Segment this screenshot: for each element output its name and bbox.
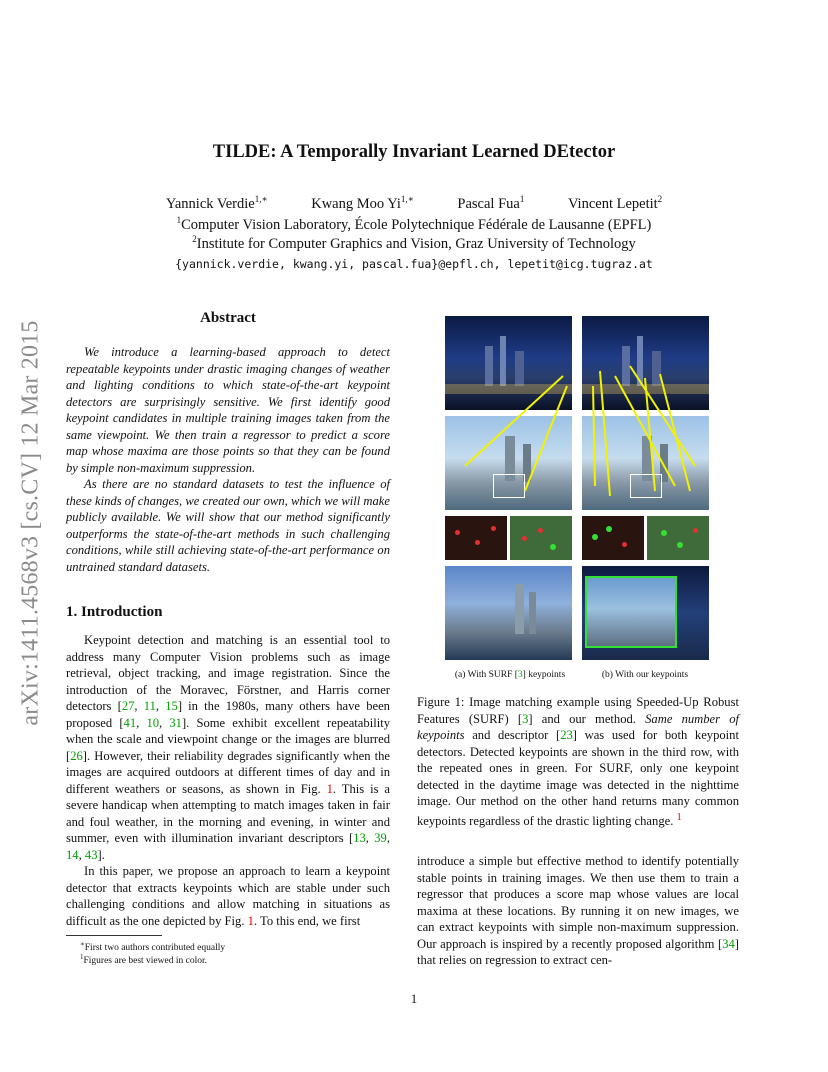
footnote-link[interactable]: 1	[676, 811, 682, 823]
citation-link[interactable]: 27	[121, 699, 135, 713]
citation-link[interactable]: 41	[123, 715, 137, 730]
citation-link[interactable]: 14	[66, 847, 79, 862]
author-1: Yannick Verdie$^{1,∗}$	[165, 194, 268, 212]
intro-paragraph-2: In this paper, we propose an approach to learn a keypoint detector that extracts keypoints which are stable under such challenging conditions and allow matching in situations as difficult as the one depicted by Fig. 1. To this end, we first	[66, 864, 390, 928]
keypoint-crop-night-b	[582, 516, 644, 560]
affiliation-1: $^1$Computer Vision Laboratory, École Polytechnique Fédérale de Lausanne (EPFL)	[176, 215, 652, 233]
author-2: Kwang Moo $Yi^{1,∗}$	[311, 194, 414, 212]
keypoint-crop-day-b	[647, 516, 709, 560]
citation-link[interactable]: 3	[517, 670, 523, 680]
citation-link[interactable]: 11	[143, 699, 156, 713]
footnote-2: $^1$Figures are best viewed in color.	[80, 953, 207, 967]
subfigure-b-caption: (b) With our keypoints	[601, 670, 689, 680]
abstract-paragraph-1: We introduce a learning-based approach to detect repeatable keypoints under drastic imaging changes of weather and lighting conditions to which state-of-the-art keypoint detectors are surprisingly sensitive. We first identify good keypoint candidates in multiple training images taken from the same viewpoint. We then train a regressor to predict a score map whose maxima are those points so that they can be found by simple non-maximum suppression.	[66, 345, 390, 475]
abstract-body	[66, 344, 390, 575]
citation-link[interactable]: 34	[722, 936, 735, 951]
intro-body	[66, 632, 390, 929]
keypoint-crop-day-a	[510, 516, 572, 560]
keypoint-crop-night-a	[445, 516, 507, 560]
figure-link[interactable]: 1	[247, 913, 254, 928]
arxiv-id: arXiv:1411.4568v3 [cs.CV] 12 Mar 2015	[17, 320, 44, 726]
abstract-heading: Abstract	[200, 310, 256, 326]
citation-link[interactable]: 10	[146, 715, 160, 730]
footnote-rule	[66, 935, 162, 936]
citation-link[interactable]: 43	[84, 847, 98, 862]
panorama-photo-a	[445, 566, 572, 660]
abstract-paragraph-2: As there are no standard datasets to test the influence of these kinds of changes, we created our own, which we will make publicly available. We will show that our method significantly outperforms the state-of-the-art methods in such challenging conditions, while still achieving state-of-the-art performance on untrained standard datasets.	[66, 477, 390, 574]
right-column-text: introduce a simple but effective method to identify potentially stable points in training images. We then use them to train a regressor that produces a score map whose values are local maxima at these locations. By running it on new images, we can extract keypoints with simple non-maximum suppression. Our approach is inspired by a recently proposed algorithm [34] that relies on regression to extract cen-	[417, 854, 739, 967]
figure-caption: Figure 1: Image matching example using Speeded-Up Robust Features (SURF) [3] and our method. Same number of keypoints and descriptor [23] was used for both keypoint detectors. Detected keypoints are shown in the third row, with the repeated ones in green. For SURF, only one keypoint detected in the daytime image was detected in the nighttime image. Our method on the other hand returns many common keypoints regardless of the drastic lighting change. $^1$	[417, 695, 739, 828]
intro-paragraph-1: Keypoint detection and matching is an essential tool to address many Computer Vision problems such as image retrieval, object tracking, and image registration. Since the introduction of the Moravec, Förstner, and Harris corner detectors [27, 11, 15] in the 1980s, many others have been proposed [41, 10, 31]. Some exhibit excellent repeatability when the scale and viewpoint change or the images are blurred [26]. However, their reliability degrades significantly when the images are acquired outdoors at different times of day and in different weathers or seasons, as shown in Fig. 1. This is a severe handicap when attempting to match images taken in fair and foul weather, in the morning and evening, in winter and summer, even with illumination invariant descriptors [13, 39, 14, 43].	[66, 633, 390, 862]
panorama-photo-b	[582, 566, 709, 660]
author-emails: {yannick.verdie, kwang.yi, pascal.fua}@epfl.ch, lepetit@icg.tugraz.at	[175, 257, 653, 271]
citation-link[interactable]: 23	[560, 728, 573, 742]
author-4: Vincent Lepetit$^2$	[567, 194, 663, 212]
citation-link[interactable]: 13	[353, 831, 366, 845]
citation-link[interactable]: 39	[374, 831, 387, 845]
affiliation-2: $^2$Institute for Computer Graphics and Vision, Graz University of Technology	[192, 234, 636, 252]
citation-link[interactable]: 26	[70, 748, 83, 763]
footnote-1: ∗First two authors contributed equally	[80, 940, 226, 954]
citation-link[interactable]: 15	[165, 699, 178, 713]
match-lines	[445, 316, 711, 516]
author-3: Pascal Fua$^1$	[457, 194, 525, 212]
author-list	[0, 194, 828, 213]
page-number: 1	[410, 992, 418, 1006]
subfigure-a-caption: (a) With SURF [3] keypoints	[454, 670, 566, 680]
figure-1	[445, 316, 711, 660]
citation-link[interactable]: 31	[169, 715, 182, 730]
arxiv-sidebar	[14, 288, 48, 758]
citation-link[interactable]: 3	[522, 711, 529, 726]
paper-title: TILDE: A Temporally Invariant Learned DEtector	[212, 142, 616, 162]
section-heading-introduction: 1. Introduction	[66, 604, 163, 620]
figure-link[interactable]: 1	[326, 781, 333, 796]
